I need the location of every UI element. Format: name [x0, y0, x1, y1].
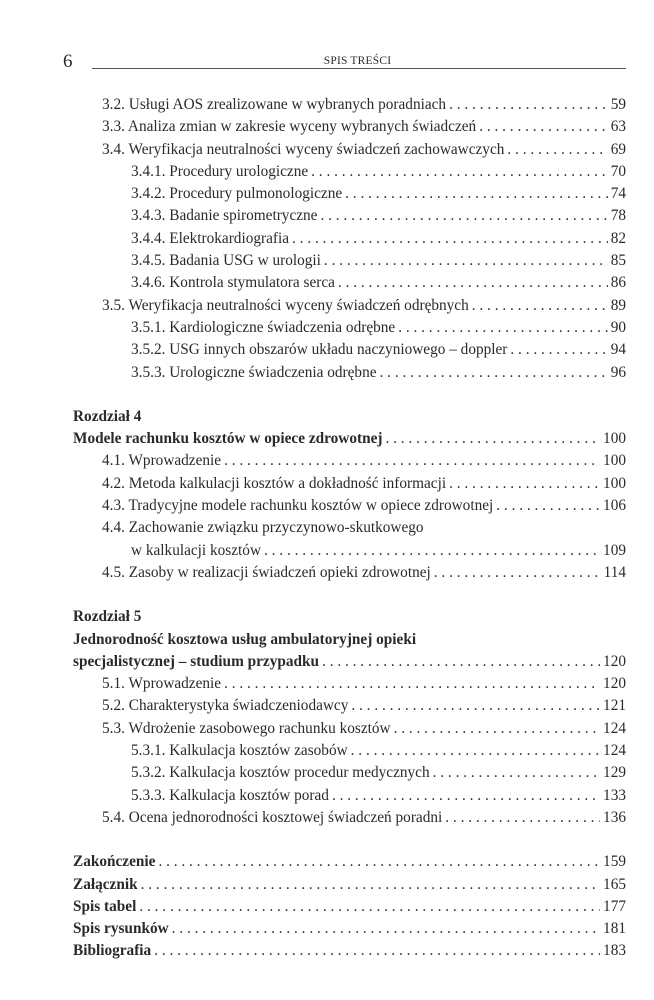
toc-entry-zakonczenie[interactable]: [73, 851, 626, 873]
entry-page: 133: [603, 786, 626, 804]
leader-dots: [224, 450, 600, 472]
toc-entry-4-3[interactable]: [73, 495, 626, 517]
entry-label: 3.4.6. Kontrola stymulatora serca: [131, 274, 335, 292]
toc-entry-4-4[interactable]: [73, 517, 626, 562]
leader-dots: [398, 317, 608, 339]
entry-label: 3.4.1. Procedury urologiczne: [131, 162, 309, 180]
leader-dots: [338, 272, 608, 294]
leader-dots: [380, 362, 608, 384]
entry-label: Zakończenie: [73, 853, 156, 871]
leader-dots: [139, 896, 600, 918]
entry-label: 5.1. Wprowadzenie: [102, 675, 222, 693]
leader-dots: [264, 540, 600, 562]
entry-label: 4.1. Wprowadzenie: [102, 452, 222, 470]
entry-label: Spis tabel: [73, 897, 137, 915]
leader-dots: [158, 851, 600, 873]
entry-page: 129: [603, 764, 626, 782]
leader-dots: [433, 762, 600, 784]
entry-page: 86: [610, 274, 626, 292]
leader-dots: [385, 428, 600, 450]
leader-dots: [510, 339, 607, 361]
entry-page: 114: [603, 563, 626, 581]
entry-label: 3.4.3. Badanie spirometryczne: [131, 207, 318, 225]
entry-page: 120: [603, 652, 626, 670]
toc-entry-3-4-2[interactable]: [73, 183, 626, 205]
leader-dots: [322, 651, 600, 673]
entry-page: 106: [603, 497, 626, 515]
toc-entry-3-4-5[interactable]: [73, 250, 626, 272]
toc-entry-3-4-6[interactable]: [73, 272, 626, 294]
toc-entry-3-3[interactable]: [73, 116, 626, 138]
leader-dots: [332, 785, 600, 807]
leader-dots: [479, 116, 608, 138]
entry-label: 4.4. Zachowanie związku przyczynowo-skutkowego: [102, 519, 424, 537]
toc-entry-3-5[interactable]: [73, 295, 626, 317]
entry-label: Bibliografia: [73, 942, 152, 960]
entry-page: 124: [603, 719, 626, 737]
chapter-5-heading: Rozdział 5: [73, 608, 142, 626]
entry-label: 3.4.2. Procedury pulmonologiczne: [131, 185, 343, 203]
chapter-4-heading: Rozdział 4: [73, 407, 142, 425]
leader-dots: [394, 718, 600, 740]
leader-dots: [345, 183, 608, 205]
leader-dots: [324, 250, 608, 272]
toc-entry-3-4[interactable]: [73, 139, 626, 161]
back-matter: [73, 851, 626, 962]
toc-entry-3-5-3[interactable]: [73, 362, 626, 384]
page-number: 6: [63, 51, 73, 72]
entry-label: 3.5. Weryfikacja neutralności wyceny świadczeń odrębnych: [102, 296, 469, 314]
entry-label: 3.5.3. Urologiczne świadczenia odrębne: [131, 363, 377, 381]
entry-page: 100: [603, 430, 626, 448]
entry-label: 4.2. Metoda kalkulacji kosztów a dokładność informacji: [102, 474, 447, 492]
section-3-list: [73, 94, 626, 384]
toc-entry-3-5-2[interactable]: [73, 339, 626, 361]
entry-page: 121: [603, 697, 626, 715]
toc-entry-3-4-1[interactable]: [73, 161, 626, 183]
toc-entry-zalacznik[interactable]: [73, 874, 626, 896]
entry-page: 100: [603, 452, 626, 470]
entry-page: 69: [610, 140, 626, 158]
entry-page: 63: [610, 118, 626, 136]
toc-entry-3-2[interactable]: [73, 94, 626, 116]
toc-entry-5-2[interactable]: [73, 695, 626, 717]
leader-dots: [224, 673, 600, 695]
entry-label: 3.2. Usługi AOS zrealizowane w wybranych poradniach: [102, 96, 447, 113]
header-rule: [92, 68, 626, 69]
entry-label: 3.5.2. USG innych obszarów układu naczyniowego – doppler: [131, 341, 508, 359]
entry-page: 183: [603, 942, 626, 960]
entry-label: 4.5. Zasoby w realizacji świadczeń opieki zdrowotnej: [102, 563, 431, 581]
toc-entry-bibliografia[interactable]: [73, 940, 626, 962]
toc-entry-3-4-3[interactable]: [73, 205, 626, 227]
toc-entry-5-4[interactable]: [73, 807, 626, 829]
leader-dots: [351, 740, 600, 762]
entry-page: 59: [610, 96, 626, 113]
entry-page: 136: [603, 808, 626, 826]
leader-dots: [507, 139, 607, 161]
chapter-title: Modele rachunku kosztów w opiece zdrowotnej: [73, 430, 383, 448]
chapter-4-title-entry[interactable]: [73, 428, 626, 450]
toc-entry-spis-rysunkow[interactable]: [73, 918, 626, 940]
leader-dots: [292, 228, 608, 250]
entry-page: 120: [603, 675, 626, 693]
leader-dots: [496, 495, 600, 517]
toc-entry-5-3[interactable]: [73, 718, 626, 740]
entry-page: 165: [603, 875, 626, 893]
toc-entry-4-1[interactable]: [73, 450, 626, 472]
toc-entry-3-4-4[interactable]: [73, 228, 626, 250]
chapter-title: specjalistycznej – studium przypadku: [73, 652, 320, 670]
chapter-4: [73, 406, 626, 584]
table-of-contents: [73, 94, 626, 963]
entry-page: 74: [610, 185, 626, 203]
running-title: SPIS TREŚCI: [323, 55, 392, 67]
leader-dots: [434, 562, 601, 584]
chapter-5: [73, 606, 626, 829]
entry-page: 82: [610, 229, 626, 247]
entry-label: Spis rysunków: [73, 920, 169, 938]
chapter-5-title-line1: Jednorodność kosztowa usług ambulatoryjnej opieki: [73, 630, 417, 648]
toc-entry-5-3-2[interactable]: [73, 762, 626, 784]
leader-dots: [154, 940, 600, 962]
entry-label: 5.3. Wdrożenie zasobowego rachunku kosztów: [102, 719, 391, 737]
leader-dots: [320, 205, 607, 227]
entry-page: 109: [603, 541, 626, 559]
leader-dots: [351, 695, 600, 717]
entry-page: 124: [603, 742, 626, 760]
entry-page: 159: [603, 853, 626, 871]
leader-dots: [172, 918, 600, 940]
entry-label: 3.5.1. Kardiologiczne świadczenia odrębne: [131, 318, 396, 336]
entry-label: 5.3.2. Kalkulacja kosztów procedur medycznych: [131, 764, 430, 782]
entry-page: 90: [610, 318, 626, 336]
toc-entry-3-5-1[interactable]: [73, 317, 626, 339]
entry-page: 96: [610, 363, 626, 381]
entry-label: 3.3. Analiza zmian w zakresie wyceny wybranych świadczeń: [102, 118, 477, 136]
entry-label: 5.3.3. Kalkulacja kosztów porad: [131, 786, 329, 804]
toc-entry-spis-tabel[interactable]: [73, 896, 626, 918]
leader-dots: [141, 874, 600, 896]
entry-label: Załącznik: [73, 875, 138, 893]
toc-entry-4-5[interactable]: [73, 562, 626, 584]
leader-dots: [311, 161, 608, 183]
entry-page: 181: [603, 920, 626, 938]
entry-page: 78: [610, 207, 626, 225]
entry-label: 3.4.5. Badania USG w urologii: [131, 252, 321, 270]
entry-label: 3.4.4. Elektrokardiografia: [131, 229, 290, 247]
leader-dots: [449, 94, 608, 116]
entry-page: 70: [610, 162, 626, 180]
entry-label: 5.2. Charakterystyka świadczeniodawcy: [102, 697, 349, 715]
leader-dots: [445, 807, 600, 829]
leader-dots: [449, 473, 600, 495]
entry-page: 94: [610, 341, 626, 359]
entry-page: 85: [610, 252, 626, 270]
entry-label: 5.4. Ocena jednorodności kosztowej świadczeń poradni: [102, 808, 443, 826]
entry-label-continuation: w kalkulacji kosztów: [131, 541, 261, 559]
leader-dots: [472, 295, 608, 317]
entry-page: 100: [603, 474, 626, 492]
running-header: [63, 52, 626, 72]
toc-entry-5-3-3[interactable]: [73, 785, 626, 807]
entry-label: 5.3.1. Kalkulacja kosztów zasobów: [131, 742, 348, 760]
entry-page: 89: [610, 296, 626, 314]
entry-page: 177: [603, 897, 626, 915]
chapter-5-title-entry[interactable]: [73, 651, 626, 673]
toc-entry-5-1[interactable]: [73, 673, 626, 695]
entry-label: 4.3. Tradycyjne modele rachunku kosztów w opiece zdrowotnej: [102, 497, 494, 515]
entry-label: 3.4. Weryfikacja neutralności wyceny świadczeń zachowawczych: [102, 140, 505, 158]
toc-entry-4-2[interactable]: [73, 473, 626, 495]
toc-entry-5-3-1[interactable]: [73, 740, 626, 762]
